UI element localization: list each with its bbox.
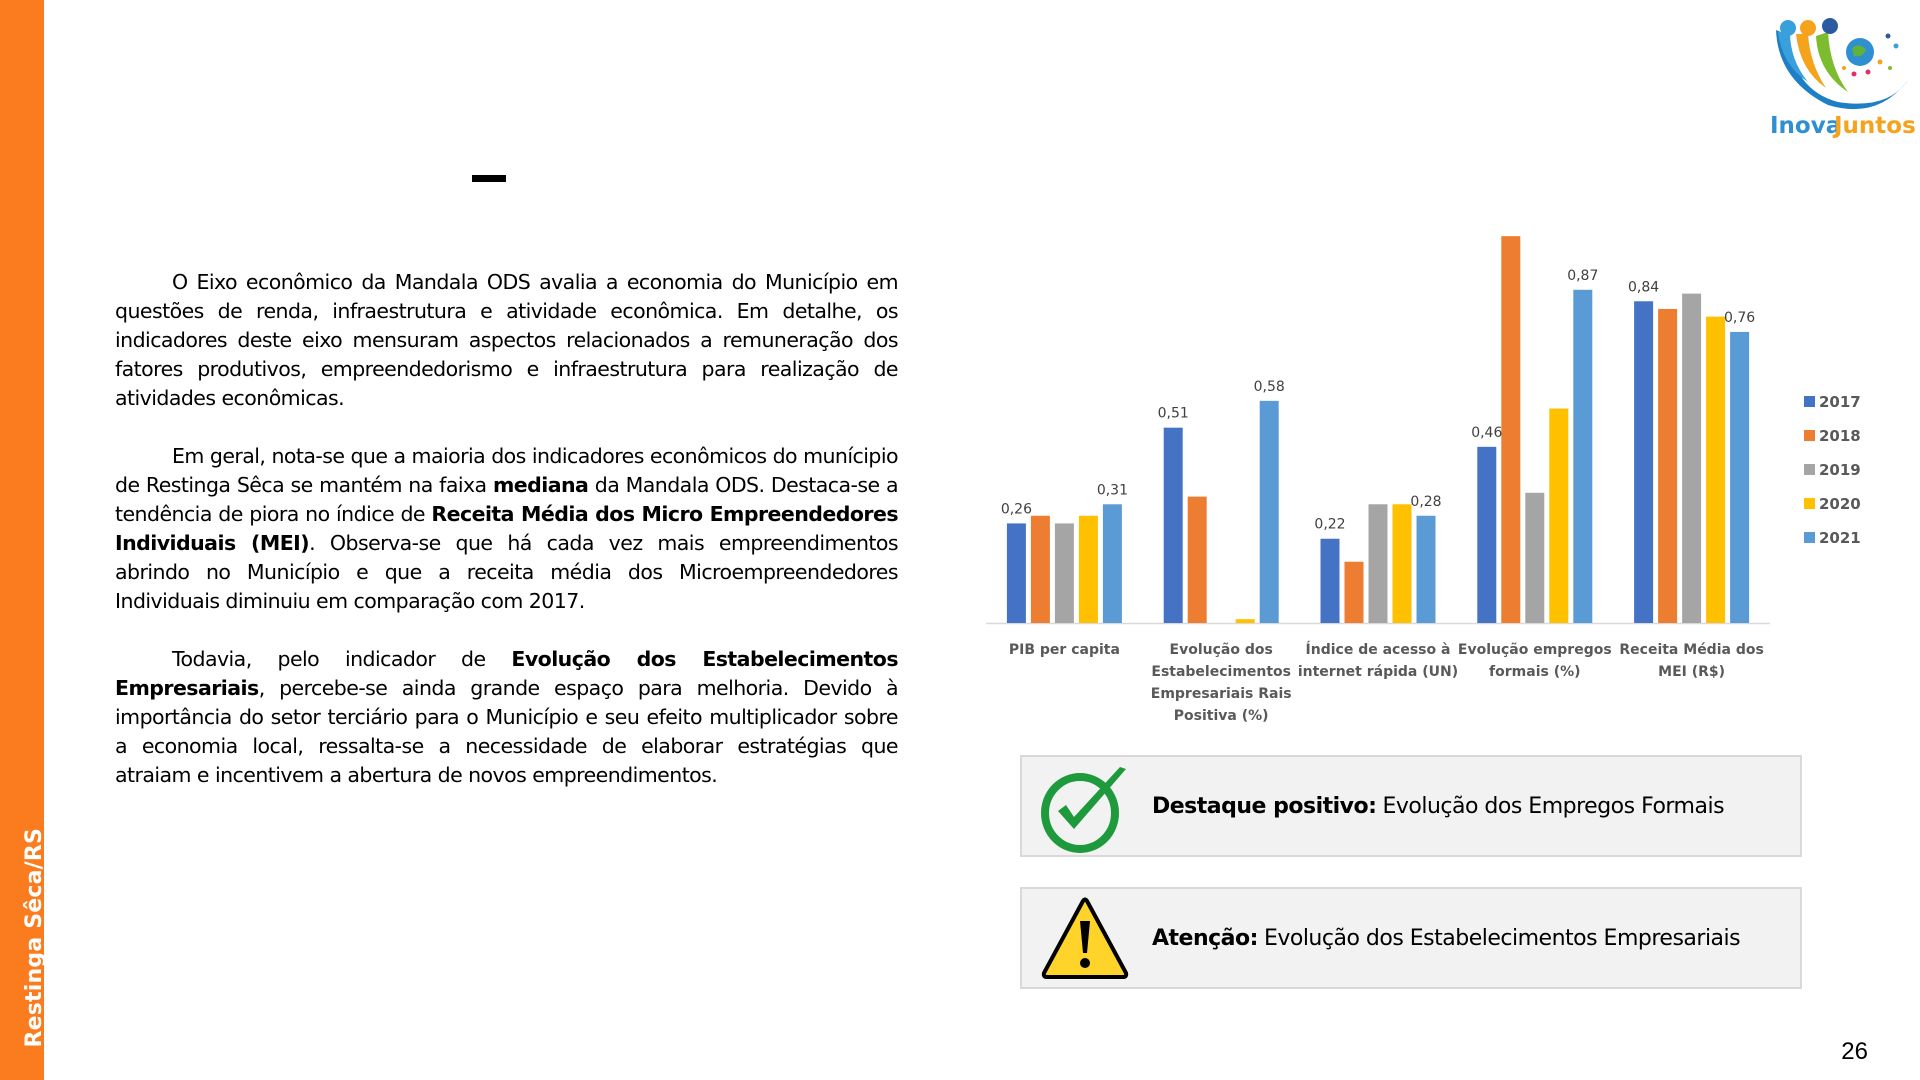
legend-label-2019: 2019 [1819, 461, 1861, 479]
bar-2017-cat2 [1321, 539, 1340, 623]
category-label-line: PIB per capita [1008, 642, 1120, 658]
data-label: 0,76 [1724, 309, 1756, 326]
data-label: 0,51 [1157, 405, 1189, 422]
data-label: 0,31 [1096, 482, 1128, 499]
check-circle-icon [1040, 763, 1130, 853]
category-label [1619, 642, 1763, 680]
legend-swatch-2020 [1804, 498, 1815, 509]
bar-2019-cat4 [1682, 294, 1701, 623]
category-label-line: Evolução empregos [1457, 642, 1612, 658]
location-label: Restinga Sêca/RS [22, 827, 47, 1048]
location-label-container [0, 0, 47, 1080]
paragraph-intro: O Eixo econômico da Mandala ODS avalia a economia do Município em questões de renda, infraestrutura e atividade econômica. Em detalhe, os indicadores deste eixo mensuram aspectos relacionados a remuneração dos fatores produtivos, empreendedorismo e infraestrutura para realização de atividades econômicas. [115, 270, 898, 410]
data-label: 0,58 [1253, 378, 1285, 395]
bar-2019-cat3 [1525, 493, 1544, 623]
bar-2020-cat4 [1706, 317, 1725, 623]
data-label: 0,87 [1567, 267, 1599, 284]
warning-triangle-icon [1040, 895, 1130, 985]
chart-svg [980, 220, 1900, 740]
positive-highlight-box [1020, 755, 1802, 857]
legend-swatch-2018 [1804, 430, 1815, 441]
bar-2018-cat0 [1031, 516, 1050, 623]
bar-2020-cat1 [1236, 619, 1255, 623]
bar-2019-cat2 [1369, 504, 1388, 623]
data-label: 0,46 [1471, 424, 1503, 441]
bar-2020-cat0 [1079, 516, 1098, 623]
attention-text [1152, 889, 1740, 987]
legend-swatch-2017 [1804, 396, 1815, 407]
bar-2021-cat3 [1573, 290, 1592, 623]
bar-2017-cat3 [1477, 447, 1496, 623]
emphasis-mediana: mediana [492, 473, 589, 497]
bar-2017-cat1 [1164, 428, 1183, 623]
bar-2019-cat0 [1055, 523, 1074, 623]
paragraph-recommendation: Todavia, pelo indicador de Evolução dos Estabelecimentos Empresariais, percebe-se ainda grande espaço para melhoria. Devido à importância do setor terciário para o Município e seu efeito multiplicador sobre a economia local, ressalta-se a necessidade de elaborar estratégias que atraiam e incentivem a abertura de novos empreendimentos. [115, 647, 898, 787]
category-label [1009, 642, 1120, 658]
paragraph-overview: Em geral, nota-se que a maioria dos indicadores econômicos do munícipio de Restinga Sêca se mantém na faixa mediana da Mandala ODS. Destaca-se a tendência de piora no índice de Receita Média dos Micro Empreendedores Individuais (MEI). Observa-se que há cada vez mais empreendimentos abrindo no Município e que a receita média dos Microempreendedores Individuais diminuiu em comparação com 2017. [115, 444, 899, 613]
category-label-line: Estabelecimentos [1151, 664, 1292, 680]
data-label: 0,84 [1628, 279, 1660, 296]
positive-highlight-label: Destaque positivo: [1152, 793, 1377, 819]
attention-value: Evolução dos Estabelecimentos Empresariais [1263, 925, 1741, 951]
attention-box [1020, 887, 1802, 989]
bar-2018-cat4 [1658, 309, 1677, 623]
bar-2020-cat3 [1549, 409, 1568, 623]
legend-label-2018: 2018 [1819, 427, 1861, 445]
bar-2018-cat3 [1501, 236, 1520, 623]
bar-2018-cat2 [1345, 562, 1364, 623]
category-label-line: MEI (R$) [1658, 664, 1726, 680]
legend-swatch-2019 [1804, 464, 1815, 475]
emphasis-receita-mei: Receita Média dos Micro Empreendedores Individuais (MEI) [115, 502, 898, 555]
category-label-line: Positiva (%) [1173, 708, 1269, 724]
category-label-line: Receita Média dos [1619, 642, 1764, 658]
page-number: 26 [1841, 1038, 1868, 1065]
category-label [1298, 641, 1458, 680]
data-label: 0,26 [1000, 501, 1032, 518]
bar-2021-cat0 [1103, 504, 1122, 623]
bar-2021-cat2 [1417, 516, 1436, 623]
category-label-line: Índice de acesso à [1305, 642, 1451, 658]
title-dash [472, 175, 506, 182]
legend-label-2020: 2020 [1819, 495, 1861, 513]
legend-label-2017: 2017 [1819, 393, 1861, 411]
category-label-line: Empresariais Rais [1150, 686, 1292, 702]
legend-label-2021: 2021 [1819, 529, 1861, 547]
bar-2017-cat4 [1634, 301, 1653, 623]
bar-2018-cat1 [1188, 497, 1207, 623]
indicators-bar-chart [980, 220, 1900, 740]
category-label [1458, 642, 1612, 680]
data-label: 0,22 [1314, 516, 1346, 533]
bar-2021-cat1 [1260, 401, 1279, 623]
positive-highlight-text [1152, 757, 1724, 855]
bar-2021-cat4 [1730, 332, 1749, 623]
category-label-line: formais (%) [1489, 664, 1581, 680]
body-text [115, 268, 898, 819]
bar-2017-cat0 [1007, 523, 1026, 623]
category-label [1151, 642, 1292, 724]
logo-text-inova: Inova [1770, 113, 1842, 138]
logo-graphic [1768, 10, 1916, 138]
category-label-line: internet rápida (UN) [1297, 664, 1459, 680]
logo-text-juntos: Juntos [1834, 113, 1916, 138]
bar-2020-cat2 [1393, 504, 1412, 623]
positive-highlight-value: Evolução dos Empregos Formais [1382, 793, 1725, 819]
data-label: 0,28 [1410, 493, 1442, 510]
inova-juntos-logo [1768, 10, 1916, 138]
legend-swatch-2021 [1804, 532, 1815, 543]
category-label-line: Evolução dos [1169, 642, 1273, 658]
attention-label: Atenção: [1152, 925, 1258, 951]
emphasis-estabelecimentos: Evolução dos Estabelecimentos Empresariais [115, 647, 898, 700]
